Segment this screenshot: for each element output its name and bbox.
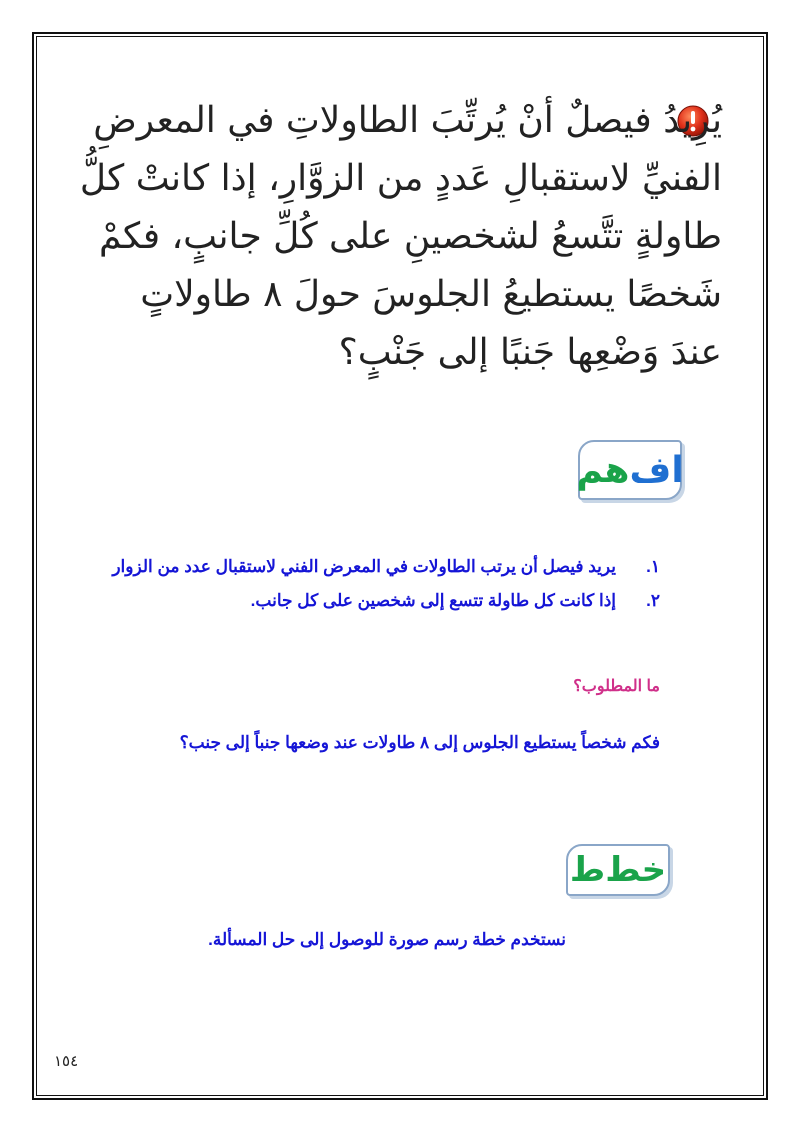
understand-label-part2: هم — [576, 449, 630, 491]
plan-label — [566, 844, 670, 896]
list-item-text: إذا كانت كل طاولة تتسع إلى شخصين على كل جانب. — [250, 591, 616, 610]
question-text: فكم شخصاً يستطيع الجلوس إلى ٨ طاولات عند وضعها جنباً إلى جنب؟ — [179, 733, 660, 752]
problem-line-3: طاولةٍ تتَّسعُ لشخصينِ على كُلِّ جانبٍ، فكمْ — [99, 216, 722, 257]
question-heading: ما المطلوب؟ — [573, 678, 660, 695]
understand-list — [100, 550, 660, 618]
plan-label-part1: خط — [605, 850, 667, 890]
list-item-text: يريد فيصل أن يرتب الطاولات في المعرض الفني لاستقبال عدد من الزوار — [112, 557, 616, 576]
problem-line-2: الفنيِّ لاستقبالِ عَددٍ من الزوَّارِ، إذا كانتْ كلُّ — [79, 158, 722, 199]
understand-label — [578, 440, 682, 500]
list-item — [100, 584, 660, 618]
problem-line-5: عندَ وَضْعِها جَنبًا إلى جَنْبٍ؟ — [338, 332, 722, 373]
list-item — [100, 550, 660, 584]
problem-line-4: شَخصًا يستطيعُ الجلوسَ حولَ ٨ طاولاتٍ — [140, 274, 722, 315]
understand-label-part1: اف — [629, 449, 684, 491]
plan-text: نستخدم خطة رسم صورة للوصول إلى حل المسألة. — [208, 930, 566, 949]
list-item-number: ٢. — [646, 591, 660, 610]
problem-line-1: يُرِيدُ فيصلٌ أنْ يُرتِّبَ الطاولاتِ في المعرضِ — [93, 100, 722, 141]
page-number: ١٥٤ — [54, 1052, 79, 1070]
list-item-number: ١. — [646, 557, 660, 576]
word-problem — [79, 92, 722, 382]
plan-label-part2: ط — [569, 850, 606, 890]
